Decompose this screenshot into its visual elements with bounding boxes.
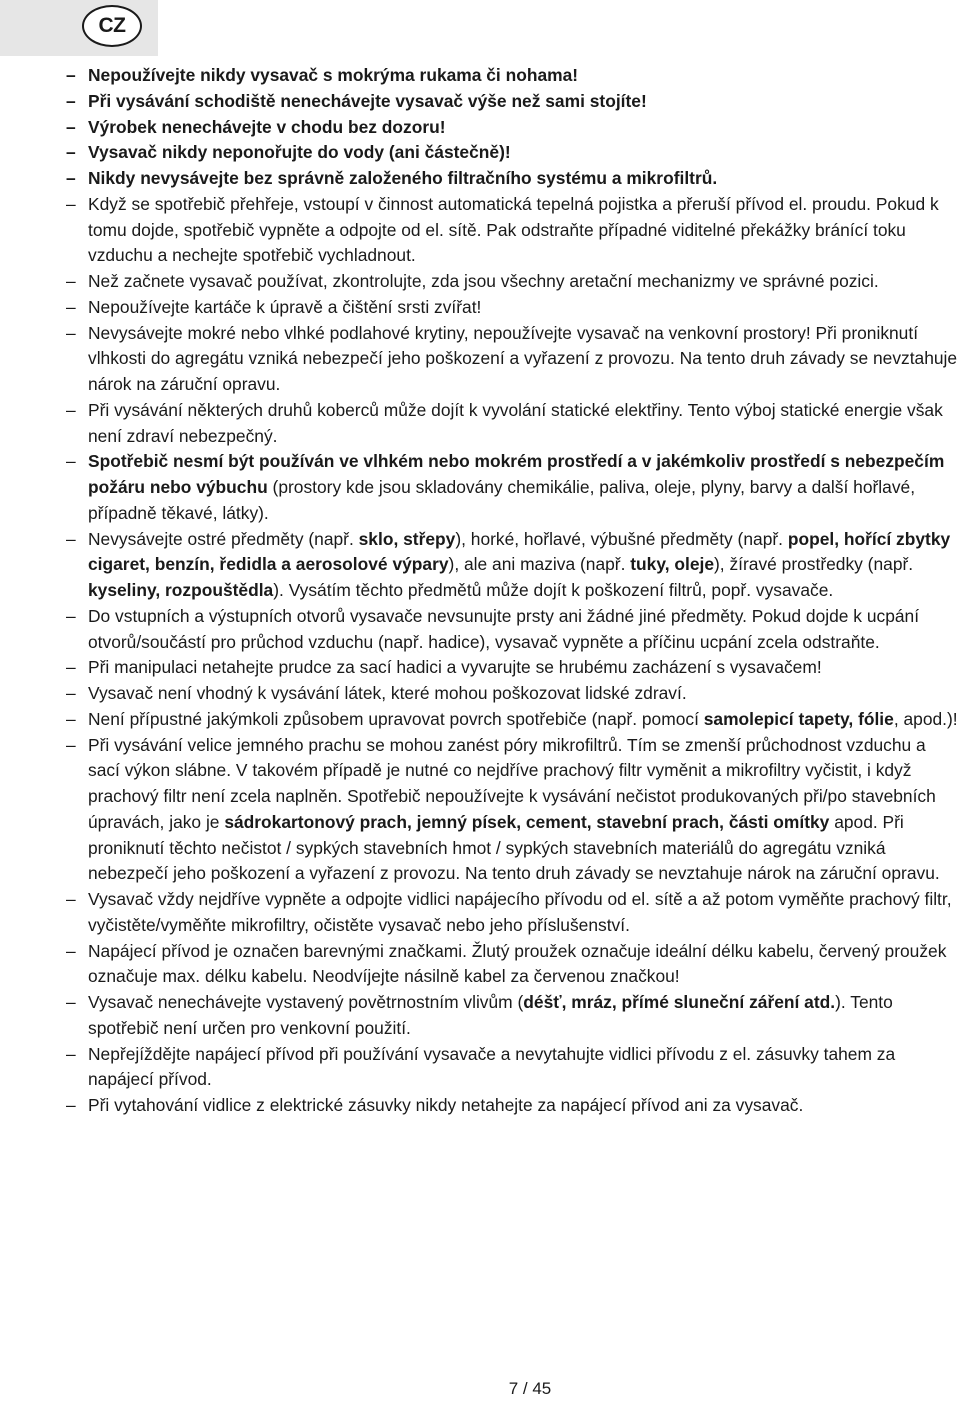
- instruction-text: Vysavač není vhodný k vysávání látek, které mohou poškozovat lidské zdraví.: [88, 683, 687, 703]
- instruction-text: Nepřejíždějte napájecí přívod při používání vysavače a nevytahujte vidlici přívodu z el. zásuvky tahem za napájecí přívod.: [88, 1043, 896, 1090]
- instruction-text: , apod.)!: [893, 708, 958, 729]
- instruction-text: Než začnete vysavač používat, zkontrolujte, zda jsou všechny aretační mechanizmy ve správné pozici.: [88, 271, 879, 291]
- instruction-item: [66, 1093, 958, 1119]
- instruction-text: Při vysávání některých druhů koberců může dojít k vyvolání statické elektřiny. Tento výboj statické energie však není zdraví nebezpečný.: [88, 399, 943, 446]
- instruction-item: [66, 398, 958, 450]
- instruction-emphasis: déšť, mráz, přímé sluneční záření atd.: [523, 992, 836, 1012]
- instruction-item: [66, 89, 958, 115]
- instruction-text: Nevysávejte mokré nebo vlhké podlahové krytiny, nepoužívejte vysavač na venkovní prostory! Při proniknutí vlhkosti do agregátu vzniká nebezpečí jeho poškození a vyřazení z provozu. Na tento druh závady se nevztahuje nárok na záruční opravu.: [88, 322, 958, 394]
- instruction-text: ), ale ani maziva (např.: [448, 554, 631, 575]
- instruction-item: [66, 166, 958, 192]
- instruction-text: Při vysávání velice jemného prachu se mohou zanést póry mikrofiltrů. Tím se zmenší průchodnost vzduchu a sací výkon slábne. V takovém případě je nutné co nejdříve prachový filtr vyměnit a mikrofiltry vyčistit, i když prachový filtr není zcela naplněn. Spotřebič nepoužívejte k vysávání nečistot produkovaných při/po stavebních úpravách, jako je: [88, 734, 936, 832]
- instruction-item: [66, 269, 958, 295]
- instruction-text: Při vysávání schodiště nenechávejte vysavač výše než sami stojíte!: [88, 90, 647, 111]
- instruction-emphasis: sklo, střepy: [358, 528, 456, 549]
- instruction-item: [66, 140, 958, 166]
- instruction-item: [66, 681, 958, 707]
- instruction-item: [66, 527, 958, 604]
- instruction-text: Není přípustné jakýmkoli způsobem upravovat povrch spotřebiče (např. pomocí: [88, 708, 704, 729]
- instruction-item: [66, 1042, 958, 1094]
- instruction-emphasis: kyseliny, rozpouštědla: [88, 580, 274, 600]
- instruction-item: [66, 63, 958, 89]
- instruction-text: ). Tento spotřebič není určen pro venkovní použití.: [88, 992, 893, 1038]
- instruction-text: Nepoužívejte nikdy vysavač s mokrýma rukama či nohama!: [88, 65, 579, 85]
- instruction-item: [66, 887, 958, 939]
- safety-instructions-list: [66, 63, 958, 1119]
- instruction-item: [66, 990, 958, 1042]
- instruction-item: [66, 604, 958, 656]
- instruction-emphasis: Spotřebič nesmí být používán ve vlhkém nebo mokrém prostředí a v jakémkoliv prostředí s nebezpečím požáru nebo výbuchu: [88, 451, 945, 497]
- instruction-text: Vysavač nenechávejte vystavený povětrnostním vlivům (: [88, 992, 524, 1012]
- language-badge: CZ: [82, 5, 142, 47]
- instruction-text: ), horké, hořlavé, výbušné předměty (např.: [455, 528, 788, 549]
- instruction-emphasis: tuky, oleje: [630, 554, 715, 575]
- instruction-text: Když se spotřebič přehřeje, vstoupí v činnost automatická tepelná pojistka a přeruší přívod el. proudu. Pokud k tomu dojde, spotřebič vypněte a odpojte od el. sítě. Pak odstraňte případné viditelné překážky bránící toku vzduchu a nechejte spotřebič vychladnout.: [88, 193, 939, 266]
- instruction-text: ), žíravé prostředky (např.: [714, 554, 914, 575]
- instruction-text: Vysavač nikdy neponořujte do vody (ani částečně)!: [88, 142, 511, 163]
- instruction-emphasis: sádrokartonový prach, jemný písek, cement, stavební prach, části omítky: [224, 811, 830, 832]
- instruction-item: [66, 295, 958, 321]
- instruction-item: [66, 449, 958, 526]
- instruction-text: Výrobek nenechávejte v chodu bez dozoru!: [88, 116, 446, 137]
- page-number: 7 / 45: [508, 1379, 552, 1398]
- instruction-text: Napájecí přívod je označen barevnými značkami. Žlutý proužek označuje ideální délku kabelu, červený proužek označuje max. délku kabelu. Neodvíjejte násilně kabel za červenou značkou!: [88, 940, 947, 987]
- instruction-text: Při manipulaci netahejte prudce za sací hadici a vyvarujte se hrubému zacházení s vysavačem!: [88, 657, 822, 678]
- instruction-text: apod. Při proniknutí těchto nečistot / sypkých stavebních hmot / sypkých stavebních materiálů do agregátu vzniká nebezpečí jeho poškození a vyřazení z provozu. Na tento druh závady se nevztahuje nárok na záruční opravu.: [88, 811, 940, 884]
- instruction-item: [66, 733, 958, 888]
- instruction-text: Nikdy nevysávejte bez správně založeného filtračního systému a mikrofiltrů.: [88, 168, 718, 188]
- instruction-text: Nevysávejte ostré předměty (např.: [88, 528, 359, 549]
- instruction-text: (prostory kde jsou skladovány chemikálie, paliva, oleje, plyny, barvy a další hořlavé, případně těkavé, látky).: [88, 477, 916, 523]
- instruction-emphasis: samolepicí tapety, fólie: [703, 708, 894, 729]
- instruction-item: [66, 192, 958, 269]
- instruction-item: [66, 939, 958, 991]
- instruction-text: Vysavač vždy nejdříve vypněte a odpojte vidlici napájecího přívodu od el. sítě a až potom vyměňte prachový filtr, vyčistěte/vyměňte mikrofiltry, očistěte vysavač nebo jeho příslušenství.: [88, 889, 952, 935]
- instruction-item: [66, 115, 958, 141]
- instruction-text: Nepoužívejte kartáče k úpravě a čištění srsti zvířat!: [88, 296, 482, 317]
- instruction-item: [66, 707, 958, 733]
- instruction-text: ). Vysátím těchto předmětů může dojít k poškození filtrů, popř. vysavače.: [273, 580, 834, 600]
- language-tab: [0, 0, 158, 56]
- instruction-text: Při vytahování vidlice z elektrické zásuvky nikdy netahejte za napájecí přívod ani za vysavač.: [88, 1095, 804, 1115]
- instruction-item: [66, 655, 958, 681]
- instruction-item: [66, 321, 958, 398]
- instruction-text: Do vstupních a výstupních otvorů vysavače nevsunujte prsty ani žádné jiné předměty. Pokud dojde k ucpání otvorů/součástí pro průchod vzduchu (např. hadice), vysavač vypněte a příčinu ucpání zcela odstraňte.: [88, 605, 920, 652]
- instruction-emphasis: popel, hořící zbytky cigaret, benzín, ředidla a aerosolové výpary: [88, 528, 951, 575]
